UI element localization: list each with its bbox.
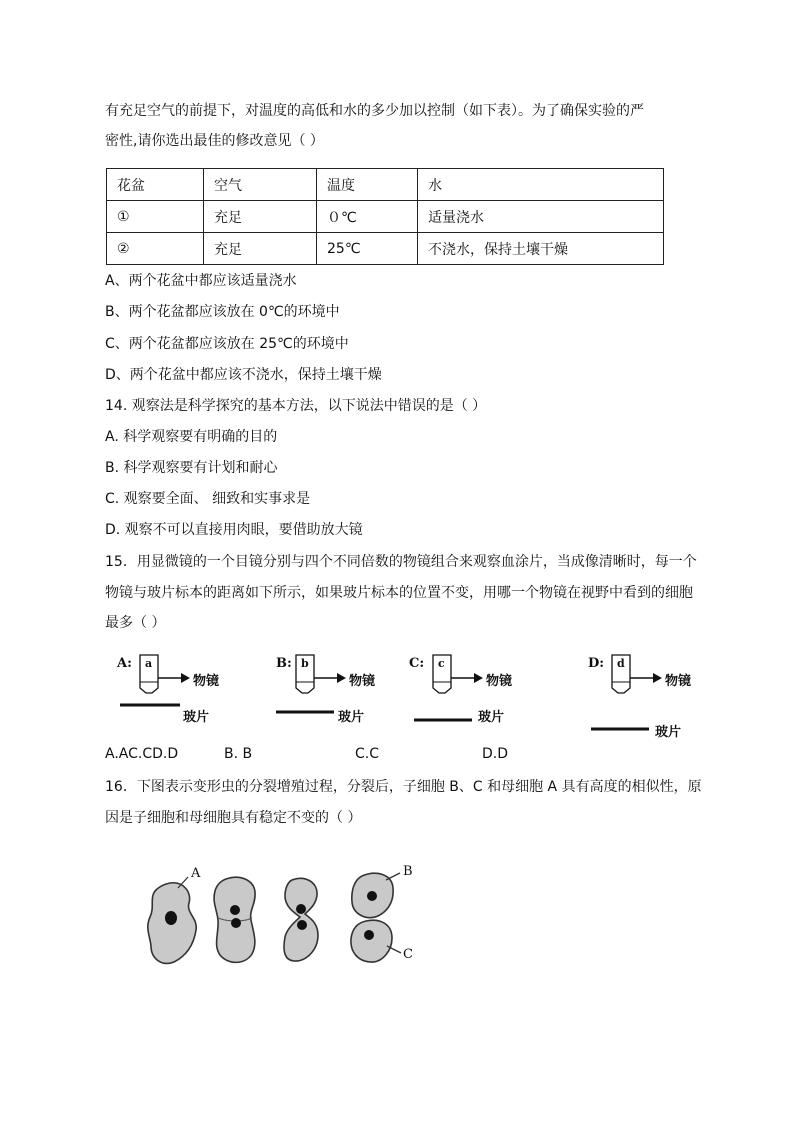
q15-line-1: 15．用显微镜的一个目镜分别与四个不同倍数的物镜组合来观察血涂片，当成像清晰时，每一个 — [105, 554, 697, 570]
objective-label-c: 物镜 — [486, 674, 513, 689]
q16-line-2: 因是子细胞和母细胞具有稳定不变的（ ） — [105, 810, 362, 826]
q14-option-a: A. 科学观察要有明确的目的 — [105, 429, 278, 445]
objective-c-letter: c — [438, 657, 445, 670]
objective-label-d: 物镜 — [665, 674, 692, 689]
q15-line-3: 最多（ ） — [105, 615, 166, 631]
q14-stem: 14. 观察法是科学探究的基本方法，以下说法中错误的是（ ） — [105, 398, 487, 414]
q15-choice-d: D.D — [482, 746, 509, 762]
experiment-table — [106, 168, 664, 265]
slide-label-c: 玻片 — [478, 710, 505, 725]
q14-option-b: B. 科学观察要有计划和耐心 — [105, 460, 278, 476]
panel-a-label: A: — [117, 656, 132, 671]
q14-option-c: C. 观察要全面、 细致和实事求是 — [105, 491, 311, 507]
panel-c-label: C: — [409, 656, 425, 671]
table-cell: 25℃ — [317, 233, 418, 265]
table-row — [107, 201, 664, 233]
slide-label-d: 玻片 — [655, 725, 682, 740]
objective-b-letter: b — [301, 657, 309, 670]
amoeba-division-figure — [148, 873, 401, 963]
slide-label-b: 玻片 — [338, 710, 365, 725]
objective-label-a: 物镜 — [193, 674, 220, 689]
objective-a-letter: a — [145, 657, 153, 670]
objective-label-b: 物镜 — [349, 674, 376, 689]
table-cell: 充足 — [204, 233, 317, 265]
table-cell: 不浇水，保持土壤干燥 — [418, 233, 664, 265]
table-header-cell: 温度 — [317, 169, 418, 201]
q13-option-a: A、两个花盆中都应该适量浇水 — [105, 273, 297, 289]
table-cell: ② — [107, 233, 204, 265]
table-header-row — [107, 169, 664, 201]
table-cell: 充足 — [204, 201, 317, 233]
q15-choice-a: A.AC.CD.D — [105, 746, 179, 762]
amoeba-label-a: A — [191, 866, 201, 881]
q15-choice-c: C.C — [355, 746, 380, 762]
table-cell: 适量浇水 — [418, 201, 664, 233]
intro-line-2: 密性,请你选出最佳的修改意见（ ） — [105, 133, 324, 149]
panel-b-label: B: — [276, 656, 292, 671]
q13-option-c: C、两个花盆都应该放在 25℃的环境中 — [105, 336, 349, 352]
intro-line-1: 有充足空气的前提下，对温度的高低和水的多少加以控制（如下表）。为了确保实验的严 — [105, 103, 644, 119]
table-cell: ０℃ — [317, 201, 418, 233]
q13-option-b: B、两个花盆都应该放在 0℃的环境中 — [105, 304, 340, 320]
table-cell: ① — [107, 201, 204, 233]
objective-c-diagram — [414, 655, 483, 720]
q13-option-d: D、两个花盆中都应该不浇水，保持土壤干燥 — [105, 367, 382, 383]
objective-d-letter: d — [617, 657, 625, 670]
q16-line-1: 16．下图表示变形虫的分裂增殖过程，分裂后，子细胞 B、C 和母细胞 A 具有高度的相似性，原 — [105, 779, 702, 795]
table-header-cell: 水 — [418, 169, 664, 201]
table-header-cell: 空气 — [204, 169, 317, 201]
slide-label-a: 玻片 — [183, 710, 210, 725]
q15-line-2: 物镜与玻片标本的距离如下所示，如果玻片标本的位置不变，用哪一个物镜在视野中看到的细胞 — [105, 585, 693, 601]
amoeba-label-c: C — [403, 947, 413, 962]
table-row — [107, 233, 664, 265]
amoeba-label-b: B — [403, 864, 413, 879]
q15-choice-b: B. B — [224, 746, 253, 762]
table-header-cell: 花盆 — [107, 169, 204, 201]
panel-d-label: D: — [588, 656, 605, 671]
q14-option-d: D. 观察不可以直接用肉眼，要借助放大镜 — [105, 522, 363, 538]
